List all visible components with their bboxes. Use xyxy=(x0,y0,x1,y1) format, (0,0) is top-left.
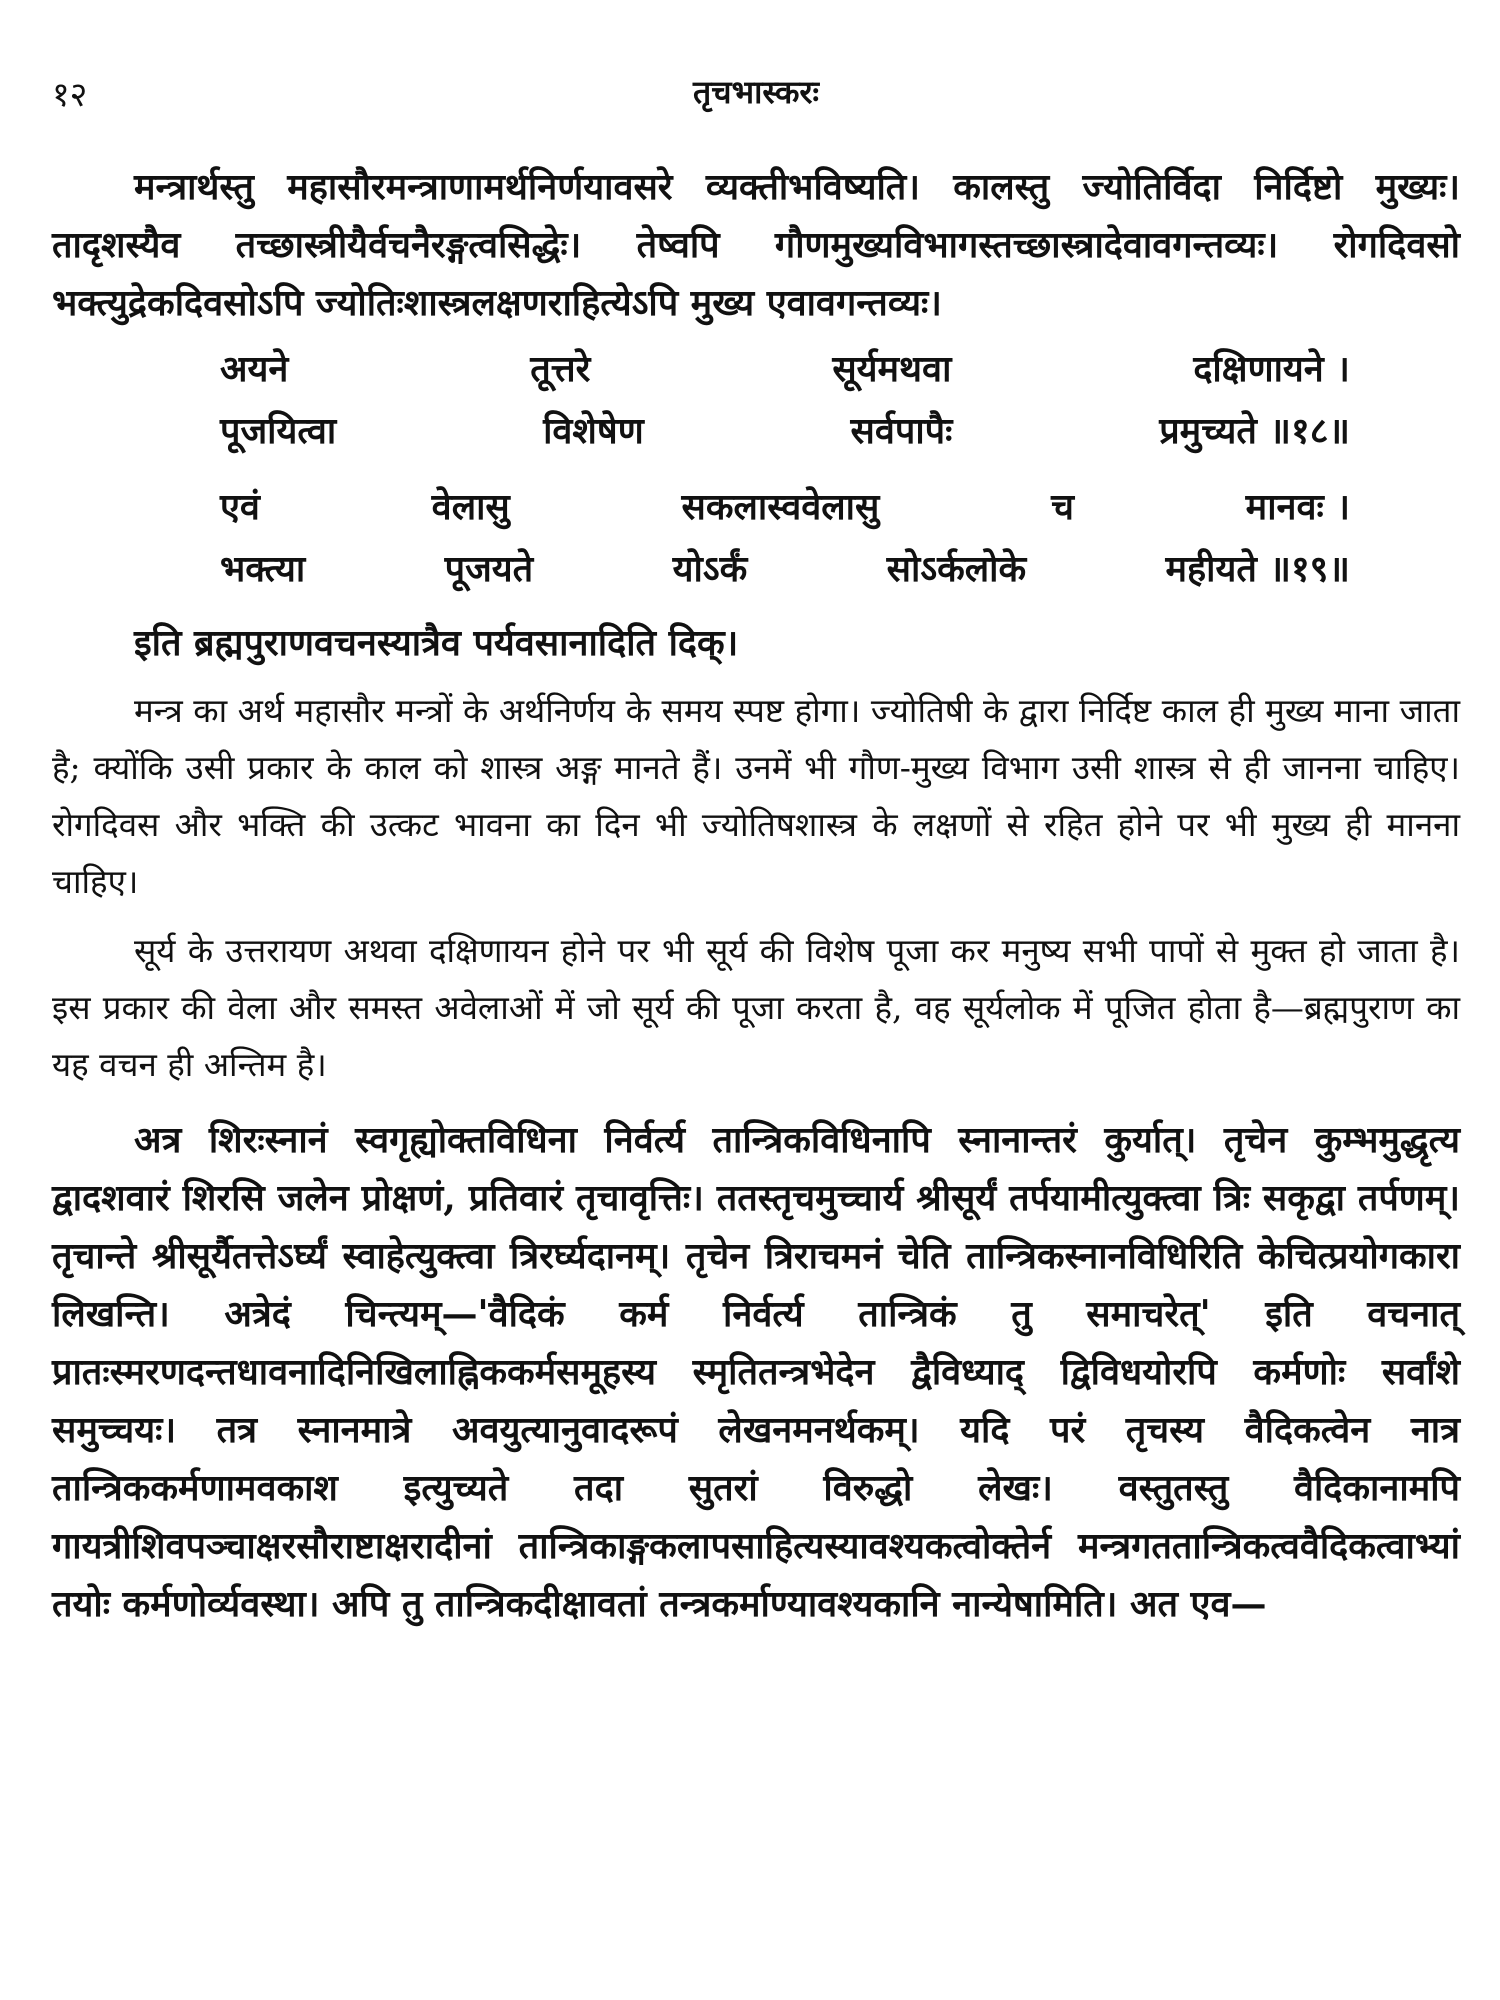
verse-line xyxy=(220,476,1350,538)
verse-word: अयने xyxy=(220,348,289,390)
verse-word: योऽर्कं xyxy=(672,548,748,590)
verse-word: सकलास्ववेलासु xyxy=(681,486,880,528)
sanskrit-paragraph-1: मन्त्रार्थस्तु महासौरमन्त्राणामर्थनिर्णयावसरे व्यक्तीभविष्यति। कालस्तु ज्योतिर्विदा निर्दिष्टो मुख्यः। तादृशस्यैव तच्छास्त्रीयैर्वचनैरङ्गत्वसिद्धेः। तेष्वपि गौणमुख्यविभागस्तच्छास्त्रादेवावगन्तव्यः। रोगदिवसो भक्त्युद्रेकदिवसोऽपि ज्योतिःशास्त्रलक्षणराहित्येऽपि मुख्य एवावगन्तव्यः। xyxy=(52,166,1460,324)
verse-word: च xyxy=(1051,486,1074,528)
verse-word: विशेषेण xyxy=(543,410,644,452)
verse-word: पूजयित्वा xyxy=(220,410,337,452)
verse-word: दक्षिणायने । xyxy=(1193,348,1350,390)
verse-word: सूर्यमथवा xyxy=(832,348,952,390)
hindi-paragraph-1: मन्त्र का अर्थ महासौर मन्त्रों के अर्थनिर्णय के समय स्पष्ट होगा। ज्योतिषी के द्वारा निर्दिष्ट काल ही मुख्य माना जाता है; क्योंकि उसी प्रकार के काल को शास्त्र अङ्ग मानते हैं। उनमें भी गौण-मुख्य विभाग उसी शास्त्र से ही जानना चाहिए। रोगदिवस और भक्ति की उत्कट भावना का दिन भी ज्योतिषशास्त्र के लक्षणों से रहित होने पर भी मुख्य ही मानना चाहिए। xyxy=(52,691,1460,901)
verse-block xyxy=(220,338,1350,600)
running-title: तृचभास्करः xyxy=(693,73,819,111)
verse-word: पूजयते xyxy=(444,548,534,590)
verse-word: मानवः । xyxy=(1245,486,1350,528)
hindi-paragraph-2: सूर्य के उत्तरायण अथवा दक्षिणायन होने पर भी सूर्य की विशेष पूजा कर मनुष्य सभी पापों से मुक्त हो जाता है। इस प्रकार की वेला और समस्त अवेलाओं में जो सूर्य की पूजा करता है, वह सूर्यलोक में पूजित होता है—ब्रह्मपुराण का यह वचन ही अन्तिम है। xyxy=(52,931,1460,1084)
closing-line: इति ब्रह्मपुराणवचनस्यात्रैव पर्यवसानादिति दिक्। xyxy=(134,622,739,664)
verse-line xyxy=(220,538,1350,600)
verse-18 xyxy=(220,338,1350,462)
verse-word: महीयते ॥१९॥ xyxy=(1165,548,1350,590)
verse-line xyxy=(220,338,1350,400)
verse-word: सोऽर्कलोके xyxy=(886,548,1027,590)
page-header xyxy=(52,70,1460,130)
verse-19 xyxy=(220,476,1350,600)
sanskrit-paragraph-2: अत्र शिरःस्नानं स्वगृह्योक्तविधिना निर्वर्त्य तान्त्रिकविधिनापि स्नानान्तरं कुर्यात्। तृचेन कुम्भमुद्धृत्य द्वादशवारं शिरसि जलेन प्रोक्षणं, प्रतिवारं तृचावृत्तिः। ततस्तृचमुच्चार्य श्रीसूर्यं तर्पयामीत्युक्त्वा त्रिः सकृद्वा तर्पणम्। तृचान्ते श्रीसूर्यैतत्तेऽर्घ्यं स्वाहेत्युक्त्वा त्रिरर्घ्यदानम्। तृचेन त्रिराचमनं चेति तान्त्रिकस्नानविधिरिति केचित्प्रयोगकारा लिखन्ति। अत्रेदं चिन्त्यम्—'वैदिकं कर्म निर्वर्त्य तान्त्रिकं तु समाचरेत्' इति वचनात् प्रातःस्मरणदन्तधावनादिनिखिलाह्निककर्मसमूहस्य स्मृतितन्त्रभेदेन द्वैविध्याद् द्विविधयोरपि कर्मणोः सर्वांशे समुच्चयः। तत्र स्नानमात्रे अवयुत्यानुवादरूपं लेखनमनर्थकम्। यदि परं तृचस्य वैदिकत्वेन नात्र तान्त्रिककर्मणामवकाश इत्युच्यते तदा सुतरां विरुद्धो लेखः। वस्तुतस्तु वैदिकानामपि गायत्रीशिवपञ्चाक्षरसौराष्टाक्षरादीनां तान्त्रिकाङ्गकलापसाहित्यस्यावश्यकत्वोक्तेर्न मन्त्रगततान्त्रिकत्ववैदिकत्वाभ्यां तयोः कर्मणोर्व्यवस्था। अपि तु तान्त्रिकदीक्षावतां तन्त्रकर्माण्यावश्यकानि नान्येषामिति। अत एव— xyxy=(52,1119,1460,1625)
verse-word: सर्वपापैः xyxy=(850,410,953,452)
verse-word: तूत्तरे xyxy=(530,348,591,390)
verse-line xyxy=(220,400,1350,462)
verse-word: वेलासु xyxy=(431,486,510,528)
verse-word: भक्त्या xyxy=(220,548,306,590)
verse-word: एवं xyxy=(220,486,260,528)
page-number: १२ xyxy=(52,75,88,115)
verse-word: प्रमुच्यते ॥१८॥ xyxy=(1159,410,1350,452)
